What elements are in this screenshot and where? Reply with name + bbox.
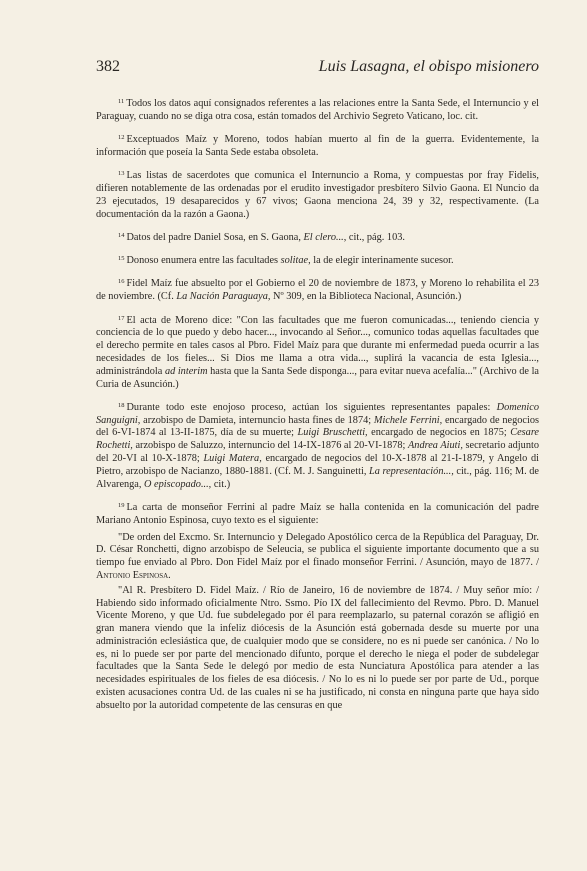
- footnote-text: Exceptuados Maíz y Moreno, todos habían muerto al fin de la guerra. Evidentemente, la información que poseía la Santa Sede estaba obsoleta.: [96, 134, 539, 158]
- footnote-number: 17: [118, 314, 125, 322]
- footnotes: [96, 96, 539, 713]
- footnote-italic-title: El clero...: [303, 231, 344, 243]
- footnote-number: 13: [118, 170, 125, 178]
- footnote-italic-title: O episcopado...,: [144, 478, 212, 490]
- footnote-18: [96, 400, 539, 492]
- page-number: 382: [96, 58, 120, 75]
- footnote-text: encargado de negocios del 10-X-1878 al 21-I-1879, y Angelo di Pietro, arzobispo de Nacianzo, 1880-1881. (Cf. M. J. Sanguinetti,: [96, 453, 539, 477]
- footnote-text: arzobispo de Damieta, internuncio hasta fines de 1874;: [140, 414, 374, 426]
- footnote-italic-title: La Nación Paraguaya,: [176, 291, 271, 303]
- footnote-italic-name: Luigi Bruschetti,: [297, 427, 368, 439]
- footnote-italic-name: Michele Ferrini,: [373, 414, 443, 426]
- footnote-text: Todos los datos aquí consignados referentes a las relaciones entre la Santa Sede, el Internuncio y el Paraguay, cuando no se diga otra cosa, están tomados del Archivio Segreto Vaticano, loc. cit.: [96, 98, 539, 122]
- footnote-text: La carta de monseñor Ferrini al padre Maíz se halla contenida en la comunicación del padre Mariano Antonio Espinosa, cuyo texto es el siguiente:: [96, 501, 539, 526]
- footnote-italic-name: Luigi Matera,: [203, 453, 262, 465]
- footnote-number: 16: [118, 278, 125, 286]
- footnote-19: [96, 500, 539, 528]
- footnote-number: 14: [118, 231, 125, 239]
- quoted-letter: [96, 585, 539, 713]
- footnote-text: , la de elegir interinamente sucesor.: [308, 255, 454, 267]
- footnote-text: Durante todo este enojoso proceso, actúan los siguientes representantes papales:: [126, 401, 497, 413]
- footnote-text: cit.): [211, 478, 231, 490]
- quote-signature: Antonio Espinosa.: [96, 569, 171, 581]
- footnote-text: Datos del padre Daniel Sosa, en S. Gaona,: [126, 231, 304, 243]
- footnote-number: 18: [118, 401, 125, 409]
- footnote-text: secretario adjunto del 20-VI al 10-X-1878;: [96, 440, 539, 465]
- footnote-italic-term: solitae: [280, 255, 309, 267]
- footnote-12: [96, 132, 539, 160]
- footnote-text: Nº 309, en la Biblioteca Nacional, Asunción.): [270, 291, 462, 303]
- footnote-text: Las listas de sacerdotes que comunica el Internuncio a Roma, y compuestas por fray Fidelis, difieren notablemente de las ordenadas por el erudito investigador presbítero Silvio Gaona. El Nuncio da 23 ejecutados, 19 desaparecidos y 67 vivos; Gaona menciona 24, 39 y 32, respectivamente. (La documentación da la razón a Gaona.): [96, 170, 539, 220]
- footnote-11: [96, 96, 539, 124]
- quote-text: "Al R. Presbítero D. Fidel Maíz. / Río de Janeiro, 16 de noviembre de 1874. / Muy señor mío: / Habiendo sido informado oficialmente Ntro. Ssmo. Pío IX del fallecimiento del Revmo. Pbro. D. Manuel Vicente Moreno, y que Ud. fue subdelegado por él para reemplazarlo, su paternal corazón se afligió en gran manera viendo que la infeliz diócesis de la Asunción está gobernada desde su muerte por una administración eclesiástica que, de cualquier modo que se considere, no es ni puede ser canónica. / No lo es, ni lo puede ser por parte del mencionado difunto, porque el derecho le niega el poder de subdelegar facultades que la Santa Sede le delegó por medio de esta Nunciatura Apostólica para atender a las necesidades espirituales de los fieles de esa diócesis. / No lo es ni lo puede ser por parte de Ud., porque existen acusaciones contra Ud. de las cuales ni se ha justificado, ni consta en ninguna parte que haya sido absuelto por la autoridad competente de las censuras en que: [96, 584, 539, 711]
- footnote-italic-name: Domenico Sanguigni,: [96, 401, 539, 426]
- footnote-text: Fidel Maíz fue absuelto por el Gobierno el 20 de noviembre de 1873, y Moreno lo rehabilita el 23 de noviembre. (Cf.: [96, 278, 539, 303]
- footnote-text: encargado de negocios del 6-VI-1874 al 13-II-1875, día de su muerte;: [96, 414, 539, 439]
- footnote-italic-name: Cesare Rochetti,: [96, 427, 540, 452]
- footnote-17: [96, 313, 539, 392]
- running-head: [96, 58, 539, 88]
- footnote-italic-term: ad interim: [164, 365, 208, 377]
- footnote-text: cit., pág. 116; M. de Alvarenga,: [96, 465, 540, 490]
- footnote-text: , cit., pág. 103.: [343, 231, 405, 243]
- quoted-communication: [96, 532, 539, 583]
- footnote-14: [96, 230, 539, 245]
- footnote-text: El acta de Moreno dice: "Con las facultades que me fueron comunicadas..., teniendo ciencia y conciencia de lo que puedo y debo hacer..., invocando al Señor..., comunico todas aquellas facultades que el derecho permite en tales casos al Pbro. Fidel Maíz para que durante mi enfermedad pueda ocurrir a las necesidades de los fieles... Si Dios me llama a otra vida..., suplirá la vacancia de esta Iglesia..., administrándola: [96, 314, 539, 377]
- quote-text: "De orden del Excmo. Sr. Internuncio y Delegado Apostólico cerca de la República del Paraguay, Dr. D. César Ronchetti, digno arzobispo de Seleucia, se publica el siguiente importante documento que a su tiempo fue enviado al Pbro. Don Fidel Maíz por el finado monseñor Ferrini. / Asunción, mayo de 1877. /: [96, 531, 539, 569]
- footnote-text: hasta que la Santa Sede disponga..., para evitar nueva acefalía..." (Archivo de la Curia de Asunción.): [96, 365, 540, 390]
- footnote-number: 11: [118, 98, 125, 105]
- footnote-text: encargado de negocios en 1875;: [367, 427, 511, 439]
- footnote-number: 12: [118, 134, 125, 142]
- footnote-number: 19: [118, 501, 125, 509]
- footnote-text: Donoso enumera entre las facultades: [126, 255, 281, 267]
- footnote-italic-title: La representación...,: [369, 465, 454, 477]
- footnote-number: 15: [118, 255, 125, 263]
- footnote-italic-name: Andrea Aiuti,: [408, 440, 463, 452]
- footnote-16: [96, 276, 539, 304]
- footnote-13: [96, 168, 539, 221]
- running-title: Luis Lasagna, el obispo misionero: [318, 58, 539, 75]
- footnote-text: arzobispo de Saluzzo, internuncio del 14-IX-1876 al 20-VI-1878;: [132, 440, 408, 452]
- footnote-15: [96, 253, 539, 268]
